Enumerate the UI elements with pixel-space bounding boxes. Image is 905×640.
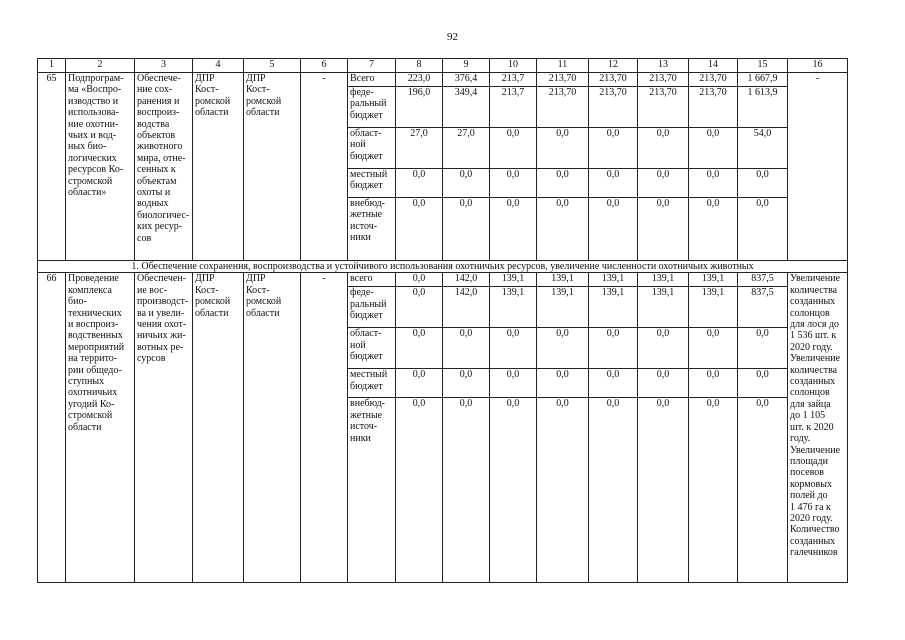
amount-cell: 0,0: [396, 169, 443, 198]
executor: ДПР Кост- ромской области: [193, 273, 244, 583]
amount-cell: 0,0: [396, 273, 443, 287]
amount-cell: 213,70: [689, 87, 738, 128]
column-header: 4: [193, 59, 244, 73]
amount-cell: 0,0: [490, 128, 537, 169]
amount-cell: 27,0: [443, 128, 490, 169]
amount-cell: 223,0: [396, 73, 443, 87]
amount-cell: 0,0: [638, 328, 689, 369]
amount-cell: 0,0: [689, 398, 738, 583]
amount-cell: 0,0: [490, 328, 537, 369]
col6-value: -: [301, 273, 348, 583]
amount-cell: 0,0: [443, 169, 490, 198]
budget-table: [37, 58, 848, 583]
amount-cell: 0,0: [490, 398, 537, 583]
column-header: 9: [443, 59, 490, 73]
amount-cell: 1 667,9: [738, 73, 788, 87]
funding-source: област- ной бюджет: [348, 128, 396, 169]
column-header: 3: [135, 59, 193, 73]
funding-source: феде- ральный бюджет: [348, 287, 396, 328]
amount-cell: 0,0: [589, 169, 638, 198]
amount-cell: 0,0: [638, 198, 689, 261]
amount-cell: 142,0: [443, 273, 490, 287]
column-header: 13: [638, 59, 689, 73]
executor: ДПР Кост- ромской области: [193, 73, 244, 261]
amount-cell: 213,70: [537, 73, 589, 87]
amount-cell: 0,0: [396, 198, 443, 261]
amount-cell: 349,4: [443, 87, 490, 128]
column-header: 16: [788, 59, 848, 73]
amount-cell: 0,0: [443, 198, 490, 261]
column-header: 10: [490, 59, 537, 73]
amount-cell: 213,7: [490, 87, 537, 128]
funding-source: внебюд- жетные источ- ники: [348, 398, 396, 583]
amount-cell: 0,0: [689, 369, 738, 398]
amount-cell: 213,7: [490, 73, 537, 87]
amount-cell: 837,5: [738, 273, 788, 287]
amount-cell: 139,1: [689, 287, 738, 328]
amount-cell: 54,0: [738, 128, 788, 169]
funding-source: местный бюджет: [348, 369, 396, 398]
result-indicator: Увеличение количества созданных солонцов для лося до 1 536 шт. к 2020 году. Увеличение количества созданных солонцов для зайца до 1 105 шт. к 2020 году. Увеличение площади посевов кормовых полей до 1 476 га к 2020 году. Количество созданных галечников: [788, 273, 848, 583]
column-header: 5: [244, 59, 301, 73]
amount-cell: 0,0: [638, 128, 689, 169]
amount-cell: 213,70: [689, 73, 738, 87]
funding-source: Всего: [348, 73, 396, 87]
measure-goal: Обеспечен- ие вос- производст- ва и увели- чения охот- ничьих жи- вотных ре- сурсов: [135, 273, 193, 583]
amount-cell: 213,70: [638, 73, 689, 87]
amount-cell: 376,4: [443, 73, 490, 87]
column-header: 6: [301, 59, 348, 73]
funding-source: всего: [348, 273, 396, 287]
amount-cell: 0,0: [537, 128, 589, 169]
funding-source: местный бюджет: [348, 169, 396, 198]
amount-cell: 0,0: [396, 369, 443, 398]
amount-cell: 0,0: [638, 398, 689, 583]
amount-cell: 139,1: [490, 287, 537, 328]
amount-cell: 0,0: [443, 328, 490, 369]
funding-source: област- ной бюджет: [348, 328, 396, 369]
amount-cell: 139,1: [589, 287, 638, 328]
amount-cell: 0,0: [638, 169, 689, 198]
amount-cell: 0,0: [490, 198, 537, 261]
measure-name: Проведение комплекса био- технических и воспроиз- водственных мероприятий на террито- рии общедо- ступных охотничьих угодий Ко- стромской области: [66, 273, 135, 583]
amount-cell: 1 613,9: [738, 87, 788, 128]
funding-source: внебюд- жетные источ- ники: [348, 198, 396, 261]
amount-cell: 0,0: [689, 328, 738, 369]
amount-cell: 0,0: [589, 198, 638, 261]
amount-cell: 0,0: [490, 369, 537, 398]
amount-cell: 0,0: [443, 398, 490, 583]
amount-cell: 139,1: [638, 273, 689, 287]
measure-goal: Обеспече- ние сох- ранения и воспроиз- водства объектов животного мира, отне- сенных к объектам охоты и водных биологичес- ких ресур- сов: [135, 73, 193, 261]
amount-cell: 0,0: [396, 328, 443, 369]
amount-cell: 27,0: [396, 128, 443, 169]
amount-cell: 0,0: [537, 169, 589, 198]
amount-cell: 0,0: [738, 398, 788, 583]
amount-cell: 0,0: [589, 369, 638, 398]
customer: ДПР Кост- ромской области: [244, 273, 301, 583]
section-title: 1. Обеспечение сохранения, воспроизводства и устойчивого использования охотничьих ресурсов, увеличение численности охотничьих животных: [38, 261, 848, 273]
column-header: 14: [689, 59, 738, 73]
table-row: [38, 73, 848, 87]
amount-cell: 837,5: [738, 287, 788, 328]
amount-cell: 213,70: [537, 87, 589, 128]
amount-cell: 0,0: [738, 169, 788, 198]
column-header: 15: [738, 59, 788, 73]
amount-cell: 0,0: [738, 369, 788, 398]
amount-cell: 0,0: [589, 328, 638, 369]
row-number: 66: [38, 273, 66, 583]
funding-source: феде- ральный бюджет: [348, 87, 396, 128]
amount-cell: 139,1: [537, 273, 589, 287]
amount-cell: 139,1: [537, 287, 589, 328]
amount-cell: 0,0: [738, 198, 788, 261]
column-header: 12: [589, 59, 638, 73]
column-header: 1: [38, 59, 66, 73]
amount-cell: 139,1: [589, 273, 638, 287]
amount-cell: 0,0: [689, 128, 738, 169]
amount-cell: 213,70: [589, 87, 638, 128]
column-header: 11: [537, 59, 589, 73]
header-row: [38, 59, 848, 73]
customer: ДПР Кост- ромской области: [244, 73, 301, 261]
result-indicator: -: [788, 73, 848, 261]
column-header: 2: [66, 59, 135, 73]
amount-cell: 0,0: [689, 198, 738, 261]
section-row: [38, 261, 848, 273]
col6-value: -: [301, 73, 348, 261]
amount-cell: 0,0: [589, 398, 638, 583]
column-header: 8: [396, 59, 443, 73]
measure-name: Подпрограм- ма «Воспро- изводство и использова- ние охотни- чьих и вод- ных био- логических ресурсов Ко- стромской области»: [66, 73, 135, 261]
amount-cell: 0,0: [537, 198, 589, 261]
amount-cell: 0,0: [738, 328, 788, 369]
amount-cell: 0,0: [638, 369, 689, 398]
amount-cell: 0,0: [689, 169, 738, 198]
amount-cell: 0,0: [537, 398, 589, 583]
amount-cell: 0,0: [396, 398, 443, 583]
amount-cell: 0,0: [443, 369, 490, 398]
page-number: 92: [447, 31, 458, 43]
row-number: 65: [38, 73, 66, 261]
amount-cell: 139,1: [689, 273, 738, 287]
amount-cell: 0,0: [589, 128, 638, 169]
amount-cell: 213,70: [589, 73, 638, 87]
amount-cell: 196,0: [396, 87, 443, 128]
amount-cell: 139,1: [490, 273, 537, 287]
amount-cell: 139,1: [638, 287, 689, 328]
amount-cell: 0,0: [537, 328, 589, 369]
amount-cell: 142,0: [443, 287, 490, 328]
column-header: 7: [348, 59, 396, 73]
amount-cell: 0,0: [537, 369, 589, 398]
table-row: [38, 273, 848, 287]
amount-cell: 213,70: [638, 87, 689, 128]
amount-cell: 0,0: [490, 169, 537, 198]
amount-cell: 0,0: [396, 287, 443, 328]
